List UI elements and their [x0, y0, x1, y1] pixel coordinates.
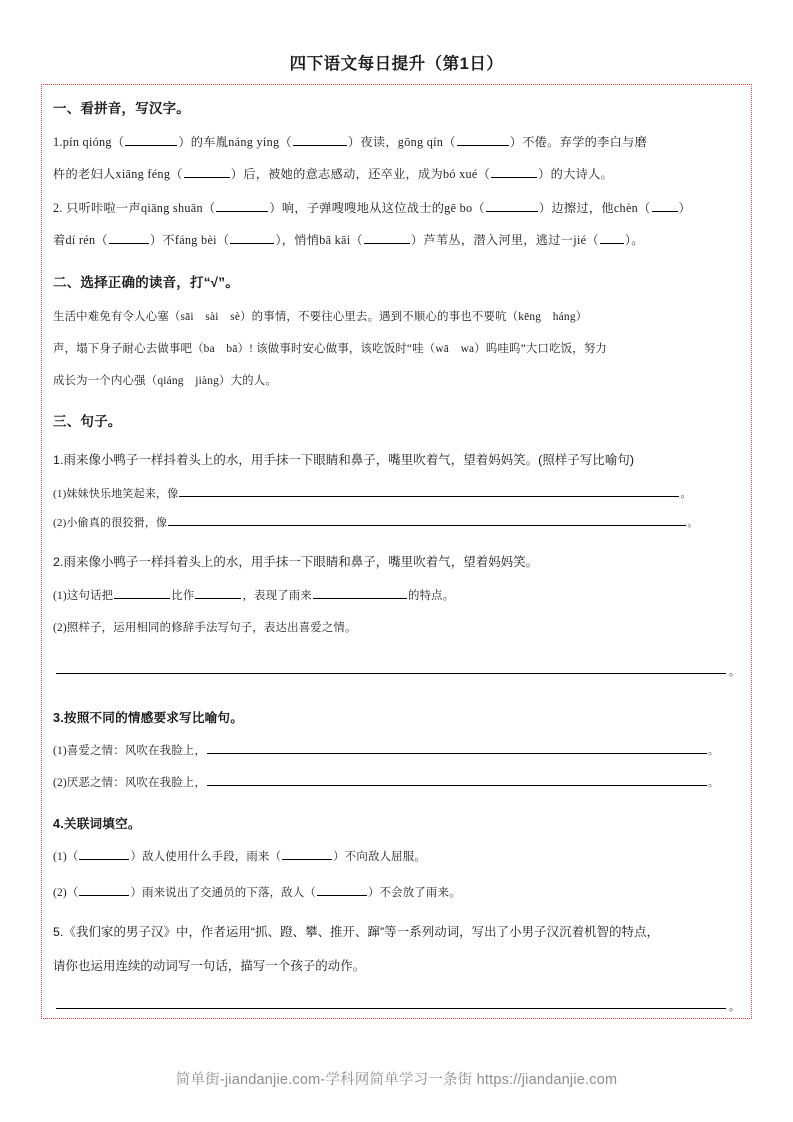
- answer-blank[interactable]: [652, 199, 678, 212]
- answer-blank[interactable]: [600, 231, 624, 244]
- section-one-q2-line2: [53, 231, 644, 248]
- answer-blank[interactable]: [491, 165, 537, 178]
- q2-l2-part-a: 着dí rén（: [53, 233, 108, 247]
- section-three-q1-sub1: [53, 485, 692, 501]
- q5-period: 。: [729, 1001, 740, 1013]
- section-one-q1-line1: [53, 133, 647, 150]
- answer-blank[interactable]: [79, 848, 129, 860]
- q2-l2-part-b: ）不fáng bèi（: [149, 233, 230, 247]
- section-three-q2-sub2: (2)照样子，运用相同的修辞手法写句子，表达出喜爱之情。: [53, 622, 357, 634]
- section-three-q4-sub2: [53, 884, 461, 900]
- q2-sub1-part-d: 的特点。: [407, 590, 455, 602]
- section-one-q2-line1: [53, 199, 691, 216]
- q2-sub2-period: 。: [729, 666, 740, 678]
- answer-blank[interactable]: [486, 199, 538, 212]
- q2-l2-part-e: ）。: [624, 233, 644, 247]
- q1-sub2-label: (2)小偷真的很狡猾，像: [53, 517, 168, 529]
- section-three-q5-prompt-line2: 请你也运用连续的动词写一句话，描写一个孩子的动作。: [53, 959, 366, 973]
- section-three-q4-prompt: 4.关联词填空。: [53, 817, 141, 831]
- section-three-q4-sub1: [53, 848, 426, 864]
- q3-sub2-period: 。: [707, 777, 720, 789]
- q2-sub1-part-c: ，表现了雨来: [242, 590, 312, 602]
- q2-sub1-part-b: 比作: [171, 590, 195, 602]
- answer-blank[interactable]: [109, 231, 149, 244]
- answer-blank[interactable]: [313, 587, 407, 599]
- section-three-q2-prompt: 2.雨来像小鸭子一样抖着头上的水，用手抹一下眼睛和鼻子，嘴里吹着气，望着妈妈笑。: [53, 555, 539, 569]
- q2-sub1-part-a: (1)这句话把: [53, 590, 114, 602]
- section-one-q1-line2: [53, 165, 613, 182]
- section-two-heading: 二、选择正确的读音，打“√”。: [53, 275, 239, 290]
- q1-l2-part-b: ）后，被她的意志感动，还卒业，成为bó xué（: [230, 167, 491, 181]
- q1-l1-part-c: ）夜读，gōng qín（: [347, 135, 456, 149]
- answer-blank[interactable]: [216, 199, 268, 212]
- answer-blank[interactable]: [79, 884, 129, 896]
- answer-rule[interactable]: [56, 673, 726, 674]
- q4-sub2-part-b: ）雨来说出了交通员的下落，敌人（: [130, 887, 316, 899]
- q3-sub1-period: 。: [707, 745, 720, 757]
- section-three-q3-sub1: [53, 742, 719, 758]
- section-two-passage-line3: 成长为一个内心强（qiáng jiàng）大的人。: [53, 375, 277, 387]
- q1-l2-part-a: 杵的老妇人xiāng féng（: [53, 167, 183, 181]
- section-three-q3-sub2: [53, 774, 719, 790]
- q2-l1-part-a: 2. 只听咔啦一声qiāng shuān（: [53, 201, 216, 215]
- q1-l1-part-b: ）的车胤náng yíng（: [178, 135, 292, 149]
- q1-sub1-label: (1)妹妹快乐地笑起来，像: [53, 488, 179, 500]
- page-title: 四下语文每日提升（第1日）: [289, 55, 504, 73]
- answer-blank[interactable]: [195, 587, 241, 599]
- q4-sub1-part-a: (1)（: [53, 851, 79, 863]
- answer-blank[interactable]: [125, 133, 177, 146]
- answer-rule[interactable]: [56, 1008, 726, 1009]
- q2-l2-part-c: ），悄悄bā kāi（: [275, 233, 363, 247]
- section-one-heading: 一、看拼音，写汉字。: [53, 101, 190, 116]
- q2-l1-part-b: ）响，子弹嗖嗖地从这位战士的gē bo（: [269, 201, 485, 215]
- section-two-passage-line1: 生活中难免有令人心塞（sāi sài sè）的事情，不要往心里去。遇到不顺心的事也不要吭（kēng háng）: [53, 311, 588, 323]
- section-three-q5-prompt-line1: 5.《我们家的男子汉》中，作者运用“抓、蹬、攀、推开、蹿”等一系列动词，写出了小男子汉沉着机智的特点，: [53, 925, 660, 939]
- answer-blank[interactable]: [457, 133, 509, 146]
- q4-sub2-part-c: ）不会放了雨来。: [367, 887, 461, 899]
- answer-blank[interactable]: [114, 587, 170, 599]
- section-three-heading: 三、句子。: [53, 414, 122, 429]
- answer-blank[interactable]: [207, 774, 707, 786]
- answer-blank[interactable]: [168, 515, 686, 526]
- q4-sub1-part-b: ）敌人使用什么手段，雨来（: [130, 851, 282, 863]
- q3-sub1-label: (1)喜爱之情：风吹在我脸上，: [53, 745, 206, 757]
- answer-blank[interactable]: [179, 486, 679, 497]
- q1-l2-part-c: ）的大诗人。: [538, 167, 614, 181]
- answer-blank[interactable]: [317, 884, 367, 896]
- q4-sub1-part-c: ）不向敌人屈服。: [333, 851, 426, 863]
- q4-sub2-part-a: (2)（: [53, 887, 79, 899]
- footer-watermark: 简单街-jiandanjie.com-学科网简单学习一条街 https://jiandanjie.com: [175, 1072, 618, 1088]
- q1-l1-part-a: 1.pín qióng（: [53, 135, 125, 149]
- q2-l2-part-d: ）芦苇丛，潜入河里，逃过一jié（: [410, 233, 599, 247]
- section-three-q2-sub1: [53, 587, 454, 603]
- answer-blank[interactable]: [282, 848, 332, 860]
- answer-blank[interactable]: [230, 231, 274, 244]
- q1-l1-part-d: ）不倦。弃学的李白与磨: [509, 135, 648, 149]
- section-three-q3-prompt: 3.按照不同的情感要求写比喻句。: [53, 711, 244, 725]
- q2-l1-part-d: ）: [678, 201, 692, 215]
- answer-blank[interactable]: [364, 231, 410, 244]
- section-three-q1-sub2: [53, 514, 698, 530]
- worksheet-content: [53, 95, 740, 1012]
- q2-l1-part-c: ）边擦过，他chèn（: [538, 201, 651, 215]
- q3-sub2-label: (2)厌恶之情：风吹在我脸上，: [53, 777, 206, 789]
- section-three-q1-prompt: 1.雨来像小鸭子一样抖着头上的水，用手抹一下眼睛和鼻子，嘴里吹着气，望着妈妈笑。(照样子写比喻句): [53, 453, 635, 467]
- answer-blank[interactable]: [207, 742, 707, 754]
- worksheet-border-frame: [41, 84, 752, 1019]
- answer-blank[interactable]: [293, 133, 347, 146]
- answer-blank[interactable]: [184, 165, 230, 178]
- q1-sub1-period: 。: [680, 488, 692, 500]
- q1-sub2-period: 。: [687, 517, 699, 529]
- section-two-passage-line2: 声，塌下身子耐心去做事吧（ba bā）! 该做事时安心做事，该吃饭时“哇（wā wa）呜哇呜”大口吃饭，努力: [53, 343, 608, 355]
